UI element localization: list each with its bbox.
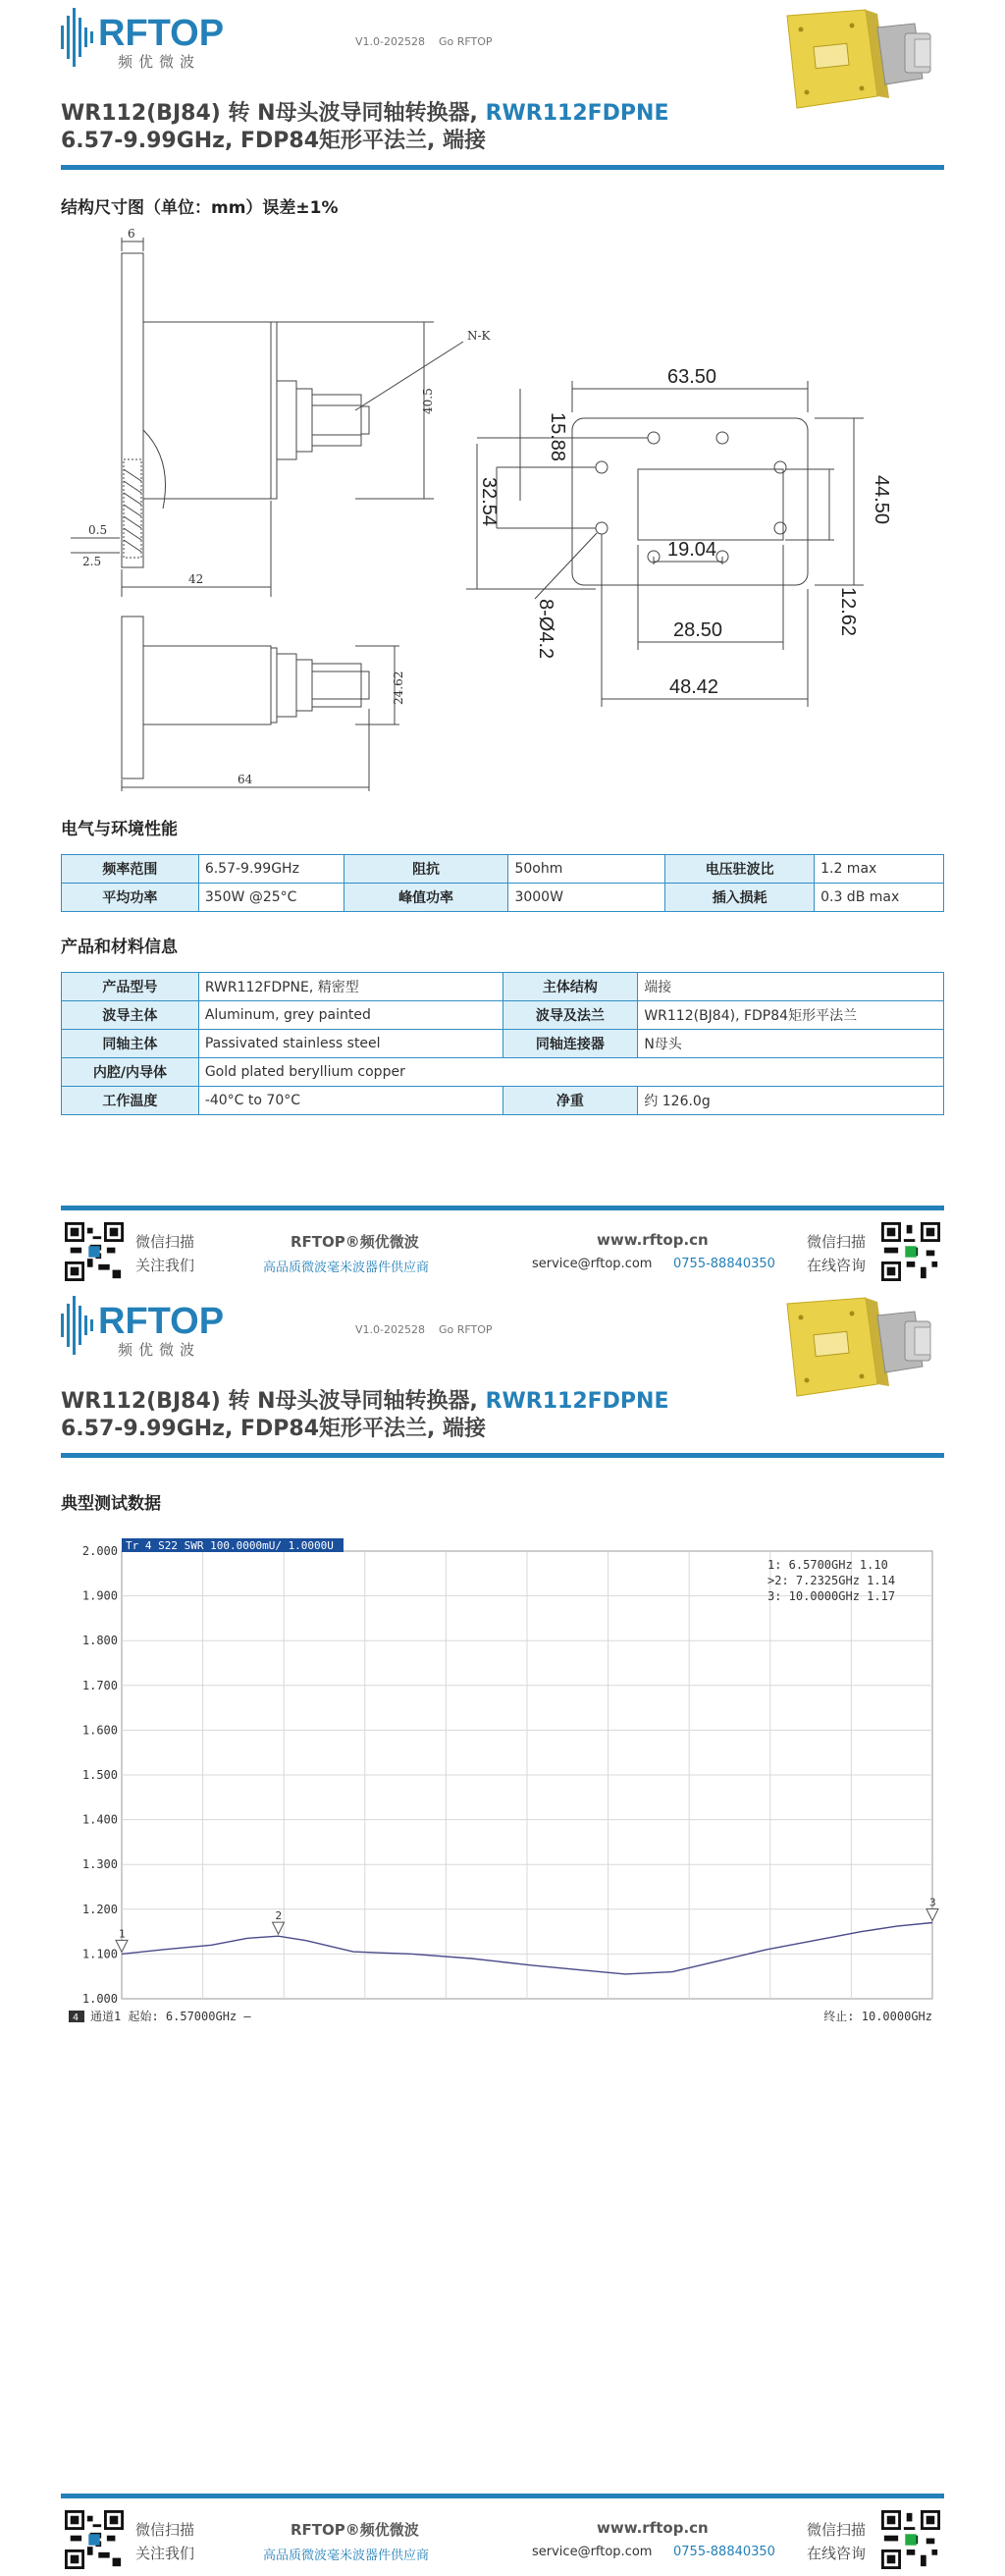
y-tick-label: 1.000	[81, 1992, 118, 2006]
swr-chart	[61, 1537, 944, 2028]
svg-text:RFTOP: RFTOP	[98, 1301, 225, 1342]
y-tick-label: 1.100	[81, 1947, 118, 1961]
title-divider	[61, 165, 944, 170]
table-row: 工作温度 -40°C to 70°C 净重 约 126.0g	[62, 1087, 944, 1115]
product-title: WR112(BJ84) 转 N母头波导同轴转换器, RWR112FDPNE	[61, 1389, 669, 1414]
footer-wechat-scan-right: 微信扫描	[807, 2521, 867, 2539]
footer-online: 在线咨询	[807, 2545, 867, 2562]
rftop-logo	[61, 4, 262, 73]
marker-readout: 3: 10.0000GHz 1.17	[767, 1589, 896, 1603]
y-tick-label: 1.200	[81, 1902, 118, 1916]
footer-website[interactable]: www.rftop.cn	[597, 2519, 709, 2537]
footer-follow-us: 关注我们	[135, 1257, 195, 1274]
marker-number: 1	[119, 1927, 126, 1941]
marker-readout: 1: 6.5700GHz 1.10	[767, 1558, 888, 1572]
y-tick-label: 1.900	[81, 1588, 118, 1603]
material-heading: 产品和材料信息	[61, 938, 178, 957]
rftop-logo	[61, 1292, 262, 1361]
footer-divider	[61, 1206, 944, 1210]
footer-email[interactable]: service@rftop.com	[532, 1257, 653, 1271]
table-row: 产品型号 RWR112FDPNE, 精密型 主体结构 端接	[62, 973, 944, 1001]
dim-24-62: 24.62	[392, 671, 405, 705]
table-row: 频率范围 6.57-9.99GHz 阻抗 50ohm 电压驻波比 1.2 max	[62, 855, 944, 884]
chart-start-label: 通道1 起始: 6.57000GHz —	[90, 2010, 251, 2023]
dim-nk: N-K	[467, 329, 491, 343]
table-row: 同轴主体 Passivated stainless steel 同轴连接器 N母头	[62, 1030, 944, 1058]
svg-text:RFTOP: RFTOP	[98, 13, 225, 54]
material-table	[61, 972, 944, 1115]
y-tick-label: 1.800	[81, 1634, 118, 1648]
version-label: V1.0-202528 Go RFTOP	[355, 1323, 493, 1336]
y-tick-label: 1.600	[81, 1723, 118, 1738]
table-row: 内腔/内导体 Gold plated beryllium copper	[62, 1058, 944, 1087]
footer-company: RFTOP®频优微波	[291, 2521, 419, 2539]
product-photo	[767, 1294, 936, 1404]
version-label: V1.0-202528 Go RFTOP	[355, 35, 493, 48]
footer-phone: 0755-88840350	[673, 2545, 775, 2559]
dim-32-54: 32.54	[478, 477, 500, 527]
dim-2-5: 2.5	[82, 555, 102, 568]
product-title: WR112(BJ84) 转 N母头波导同轴转换器, RWR112FDPNE	[61, 101, 669, 126]
title-divider	[61, 1453, 944, 1458]
dim-28-50: 28.50	[673, 619, 723, 641]
footer-slogan: 高品质微波毫米波器件供应商	[263, 2549, 430, 2563]
footer-company: RFTOP®频优微波	[291, 1233, 419, 1251]
test-heading: 典型测试数据	[61, 1494, 161, 1514]
dim-6: 6	[128, 227, 135, 241]
electrical-table	[61, 854, 944, 912]
dim-19-04: 19.04	[667, 539, 717, 561]
product-subtitle: 6.57-9.99GHz, FDP84矩形平法兰, 端接	[61, 1417, 487, 1441]
qr-code-left[interactable]	[65, 2510, 124, 2569]
footer-email[interactable]: service@rftop.com	[532, 2545, 653, 2559]
svg-text:频优微波: 频优微波	[118, 53, 201, 71]
electrical-heading: 电气与环境性能	[61, 820, 178, 839]
footer-phone: 0755-88840350	[673, 1257, 775, 1271]
marker-number: 3	[929, 1896, 936, 1909]
y-tick-label: 1.700	[81, 1678, 118, 1692]
dim-42: 42	[188, 572, 204, 586]
marker-readout: >2: 7.2325GHz 1.14	[767, 1574, 896, 1587]
dim-40-5: 40.5	[421, 388, 435, 414]
footer-divider	[61, 2494, 944, 2498]
y-tick-label: 2.000	[81, 1544, 118, 1558]
product-subtitle: 6.57-9.99GHz, FDP84矩形平法兰, 端接	[61, 129, 487, 153]
footer-follow-us: 关注我们	[135, 2545, 195, 2562]
footer-slogan: 高品质微波毫米波器件供应商	[263, 1261, 430, 1275]
dim-44-50: 44.50	[871, 475, 892, 525]
qr-code-left[interactable]	[65, 1222, 124, 1281]
flange-drawing	[461, 353, 923, 726]
side-view-drawing	[61, 224, 512, 793]
marker-number: 2	[275, 1909, 283, 1923]
channel-number: 4	[73, 2012, 79, 2023]
dim-12-62: 12.62	[837, 587, 859, 637]
dim-63-50: 63.50	[667, 366, 717, 388]
footer-wechat-scan: 微信扫描	[135, 1233, 195, 1251]
dim-15-88: 15.88	[547, 412, 568, 462]
y-tick-label: 1.400	[81, 1812, 118, 1827]
y-tick-label: 1.300	[81, 1857, 118, 1872]
y-tick-label: 1.500	[81, 1768, 118, 1782]
footer-wechat-scan: 微信扫描	[135, 2521, 195, 2539]
page-2	[0, 1288, 1005, 2576]
dim-48-42: 48.42	[669, 676, 719, 698]
footer-website[interactable]: www.rftop.cn	[597, 1231, 709, 1249]
chart-stop-label: 终止: 10.0000GHz	[823, 2010, 932, 2023]
qr-code-right[interactable]	[881, 2510, 940, 2569]
product-photo	[767, 6, 936, 116]
drawing-heading: 结构尺寸图（单位：mm）误差±1%	[61, 198, 339, 218]
dim-64: 64	[238, 773, 253, 786]
dim-hole: 8-Ø4.2	[535, 599, 556, 660]
footer-online: 在线咨询	[807, 1257, 867, 1274]
dim-0-5: 0.5	[88, 523, 108, 537]
table-row: 波导主体 Aluminum, grey painted 波导及法兰 WR112(BJ84), FDP84矩形平法兰	[62, 1001, 944, 1030]
trace-label: Tr 4 S22 SWR 100.0000mU/ 1.0000U	[126, 1539, 334, 1552]
svg-text:频优微波: 频优微波	[118, 1341, 201, 1359]
table-row: 平均功率 350W @25°C 峰值功率 3000W 插入损耗 0.3 dB max	[62, 884, 944, 912]
qr-code-right[interactable]	[881, 1222, 940, 1281]
footer-wechat-scan-right: 微信扫描	[807, 1233, 867, 1251]
